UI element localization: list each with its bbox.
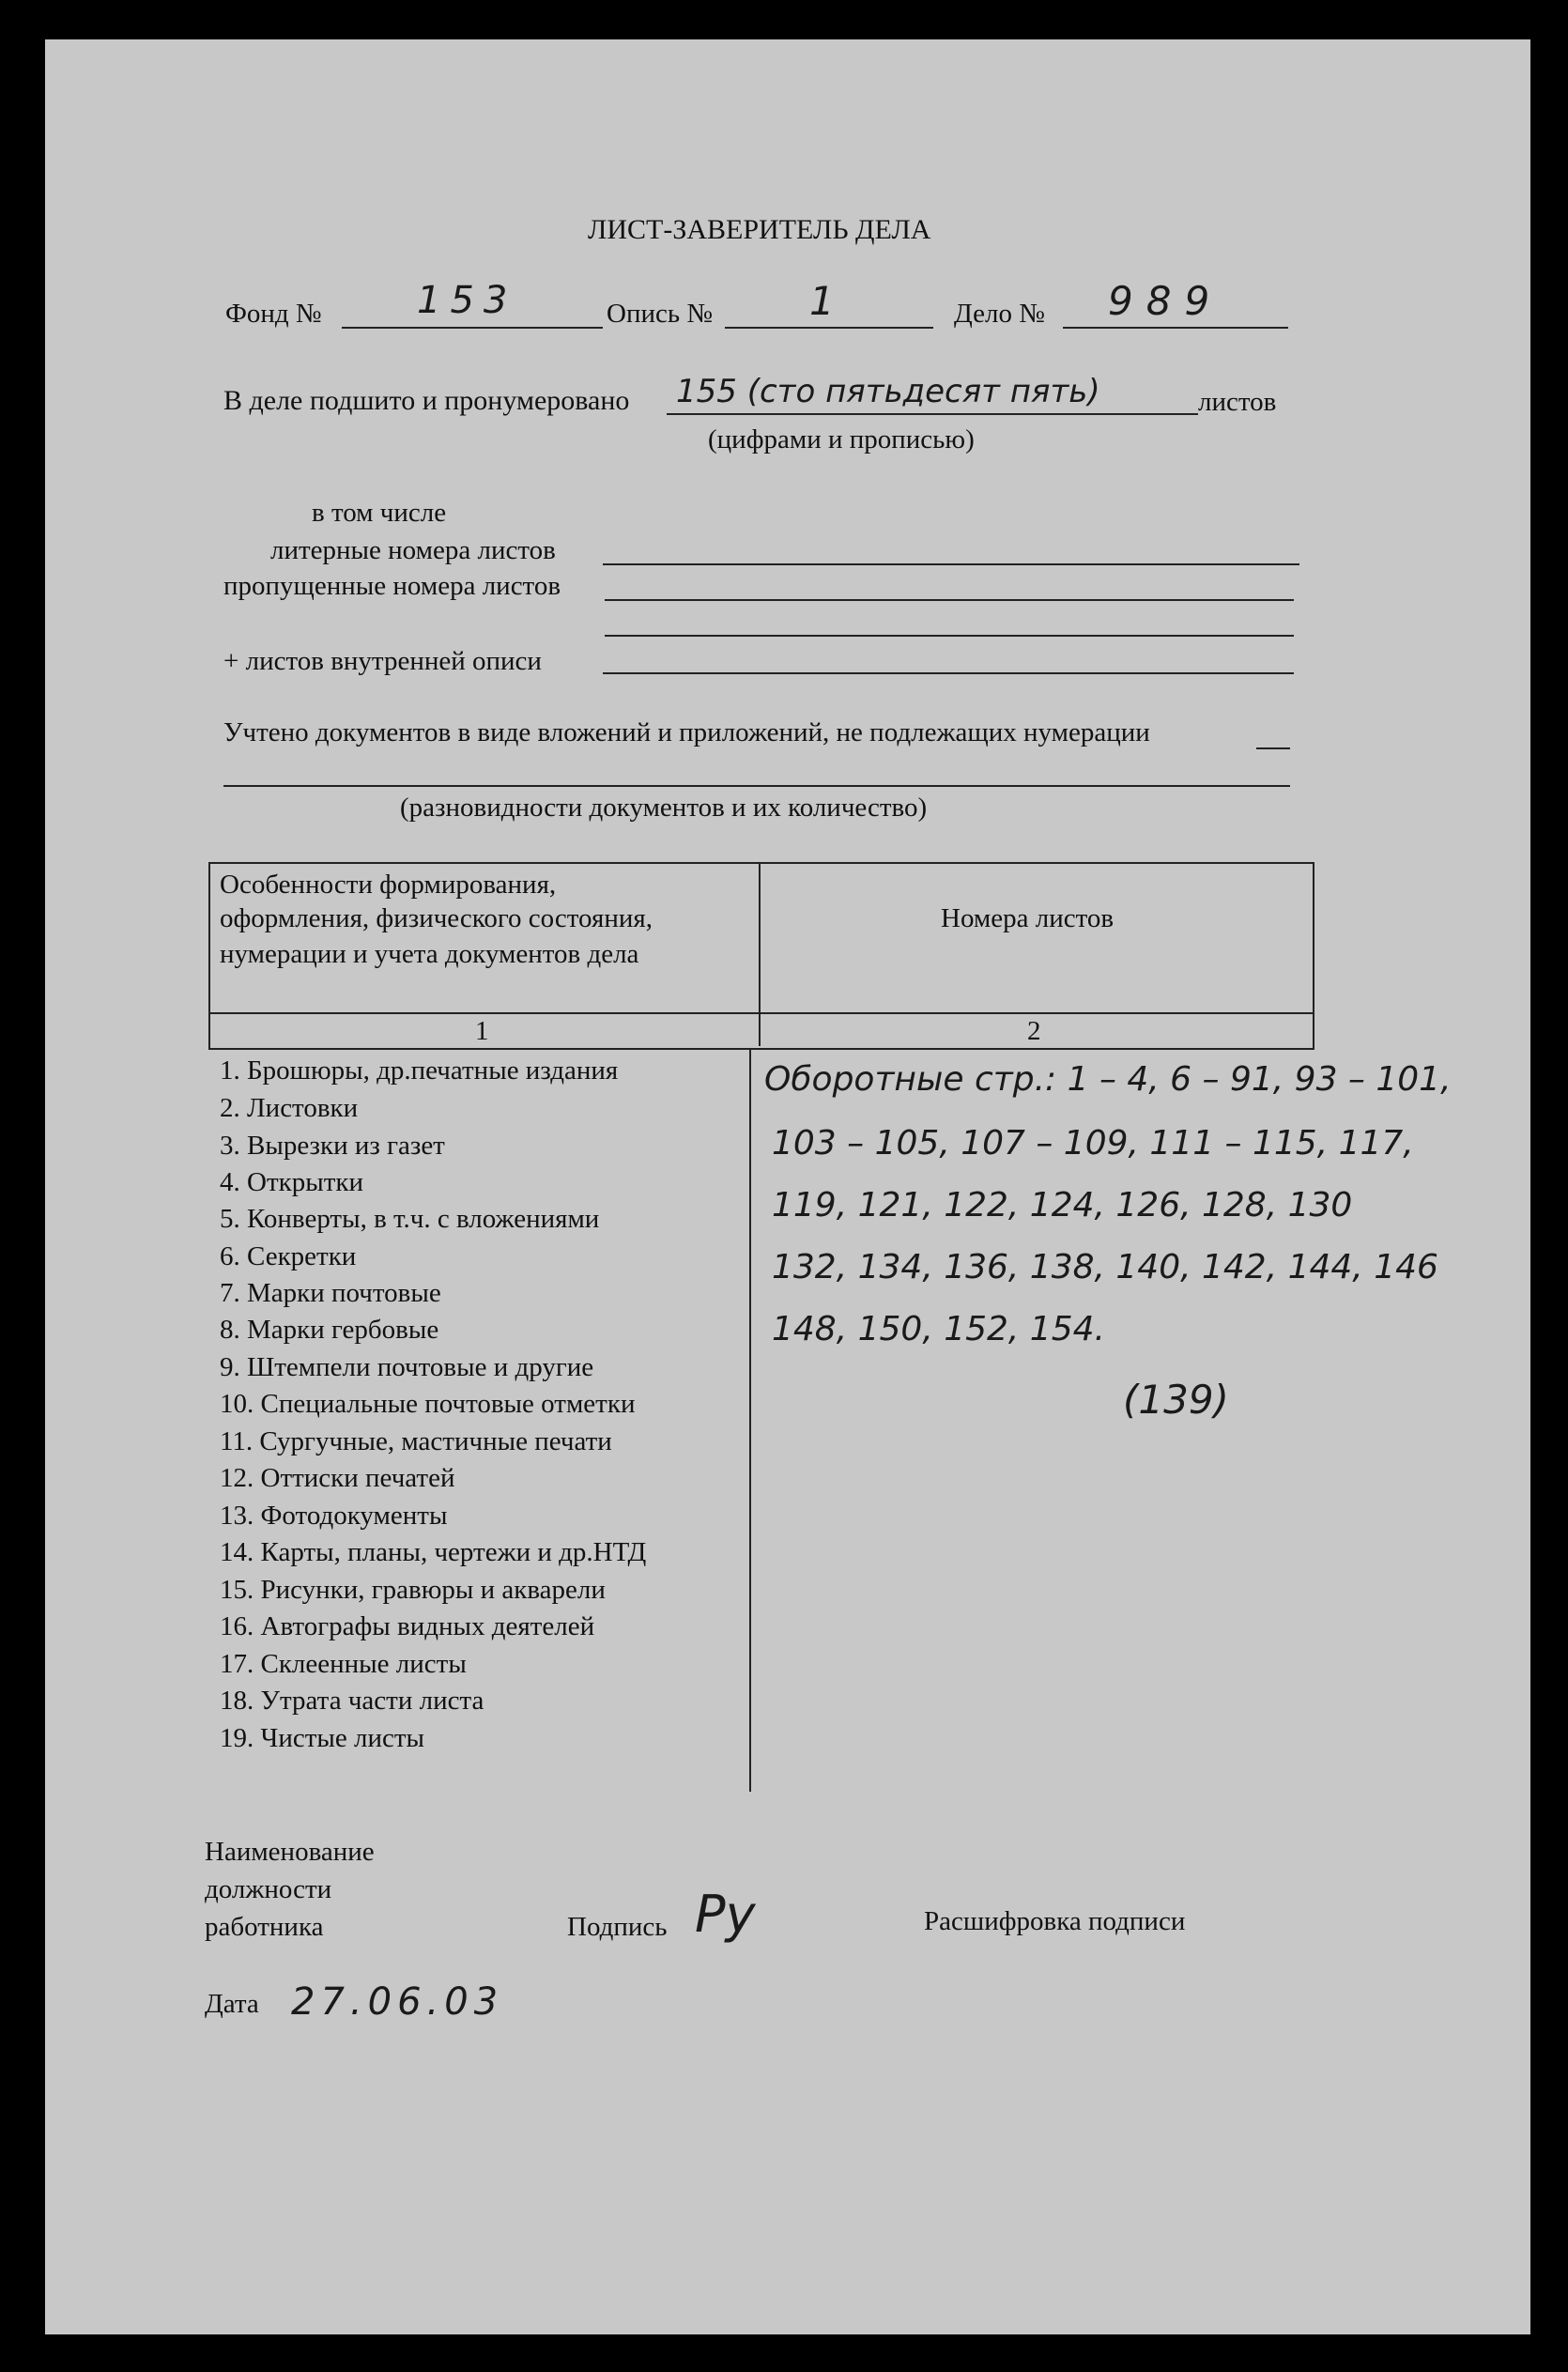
opis-label: Опись № [607, 299, 713, 329]
inner-inventory-underline [603, 672, 1294, 674]
col1-header-line2: оформления, физического состояния, [220, 903, 653, 933]
handwritten-sheets-line: 103 – 105, 107 – 109, 111 – 115, 117, [772, 1124, 1414, 1163]
inner-inventory-label: + листов внутренней описи [223, 646, 542, 676]
fond-value: 153 [417, 279, 517, 322]
including-label: в том числе [312, 498, 447, 528]
signature-value: Ру [695, 1885, 756, 1944]
signature-decode-label: Расшифровка подписи [924, 1906, 1186, 1936]
list-item: 7. Марки почтовые [220, 1278, 441, 1308]
sewn-suffix: листов [1198, 387, 1277, 417]
delo-underline [1063, 327, 1288, 329]
table-body-divider [749, 1048, 751, 1792]
list-item: 14. Карты, планы, чертежи и др.НТД [220, 1537, 647, 1567]
list-item: 4. Открытки [220, 1167, 363, 1197]
opis-underline [725, 327, 933, 329]
position-label-line2: должности [205, 1874, 332, 1904]
date-label: Дата [205, 1989, 259, 2019]
list-item: 8. Марки гербовые [220, 1315, 439, 1345]
list-item: 3. Вырезки из газет [220, 1131, 445, 1161]
table-header-divider [759, 864, 761, 1046]
col1-number: 1 [475, 1016, 489, 1046]
signature-label: Подпись [567, 1912, 668, 1942]
list-item: 13. Фотодокументы [220, 1501, 448, 1531]
handwritten-sheets-line: Оборотные стр.: 1 – 4, 6 – 91, 93 – 101, [764, 1060, 1452, 1099]
table-number-row-left [208, 1010, 210, 1048]
position-label-line1: Наименование [205, 1837, 375, 1867]
list-item: 16. Автографы видных деятелей [220, 1611, 595, 1641]
letter-numbers-underline [603, 563, 1299, 565]
sewn-hint: (цифрами и прописью) [708, 424, 975, 454]
delo-label: Дело № [954, 299, 1045, 329]
col2-header: Номера листов [941, 903, 1115, 933]
table-number-row-bottom [208, 1048, 1314, 1050]
accounted-underline-end [1256, 747, 1290, 749]
list-item: 19. Чистые листы [220, 1723, 425, 1753]
fond-label: Фонд № [225, 299, 322, 329]
accounted-hint: (разновидности документов и их количество) [400, 793, 928, 823]
handwritten-sheets-line: 132, 134, 136, 138, 140, 142, 144, 146 [772, 1248, 1438, 1286]
handwritten-total: (139) [1123, 1377, 1229, 1423]
document-title: ЛИСТ-ЗАВЕРИТЕЛЬ ДЕЛА [588, 214, 931, 245]
list-item: 18. Утрата части листа [220, 1686, 484, 1716]
list-item: 17. Склеенные листы [220, 1649, 467, 1679]
handwritten-sheets-line: 119, 121, 122, 124, 126, 128, 130 [772, 1186, 1353, 1225]
list-item: 11. Сургучные, мастичные печати [220, 1426, 612, 1456]
handwritten-sheets-line: 148, 150, 152, 154. [772, 1310, 1105, 1348]
col1-header-line1: Особенности формирования, [220, 870, 557, 900]
list-item: 1. Брошюры, др.печатные издания [220, 1055, 619, 1086]
archive-form-sheet [45, 39, 1530, 2334]
list-item: 9. Штемпели почтовые и другие [220, 1352, 594, 1382]
opis-value: 1 [809, 278, 835, 324]
list-item: 6. Секретки [220, 1241, 357, 1271]
list-item: 10. Специальные почтовые отметки [220, 1389, 636, 1419]
list-item: 5. Конверты, в т.ч. с вложениями [220, 1204, 600, 1234]
accounted-label: Учтено документов в виде вложений и приложений, не подлежащих нумерации [223, 717, 1150, 747]
list-item: 15. Рисунки, гравюры и акварели [220, 1575, 606, 1605]
sewn-value: 155 (сто пятьдесят пять) [676, 373, 1100, 410]
delo-value: 989 [1108, 278, 1223, 324]
date-value: 27.06.03 [291, 1980, 504, 2024]
accounted-underline [223, 785, 1290, 787]
table-number-row-right [1313, 1010, 1314, 1048]
letter-numbers-label: литерные номера листов [270, 535, 556, 565]
list-item: 12. Оттиски печатей [220, 1463, 455, 1493]
col2-number: 2 [1027, 1016, 1041, 1046]
list-item: 2. Листовки [220, 1093, 359, 1123]
fond-underline [342, 327, 603, 329]
col1-header-line3: нумерации и учета документов дела [220, 939, 639, 969]
sewn-underline [667, 413, 1198, 415]
missing-numbers-underline [605, 599, 1294, 601]
missing-numbers-underline-2 [605, 635, 1294, 637]
position-label-line3: работника [205, 1912, 324, 1942]
sewn-label: В деле подшито и пронумеровано [223, 385, 630, 416]
missing-numbers-label: пропущенные номера листов [223, 571, 561, 601]
